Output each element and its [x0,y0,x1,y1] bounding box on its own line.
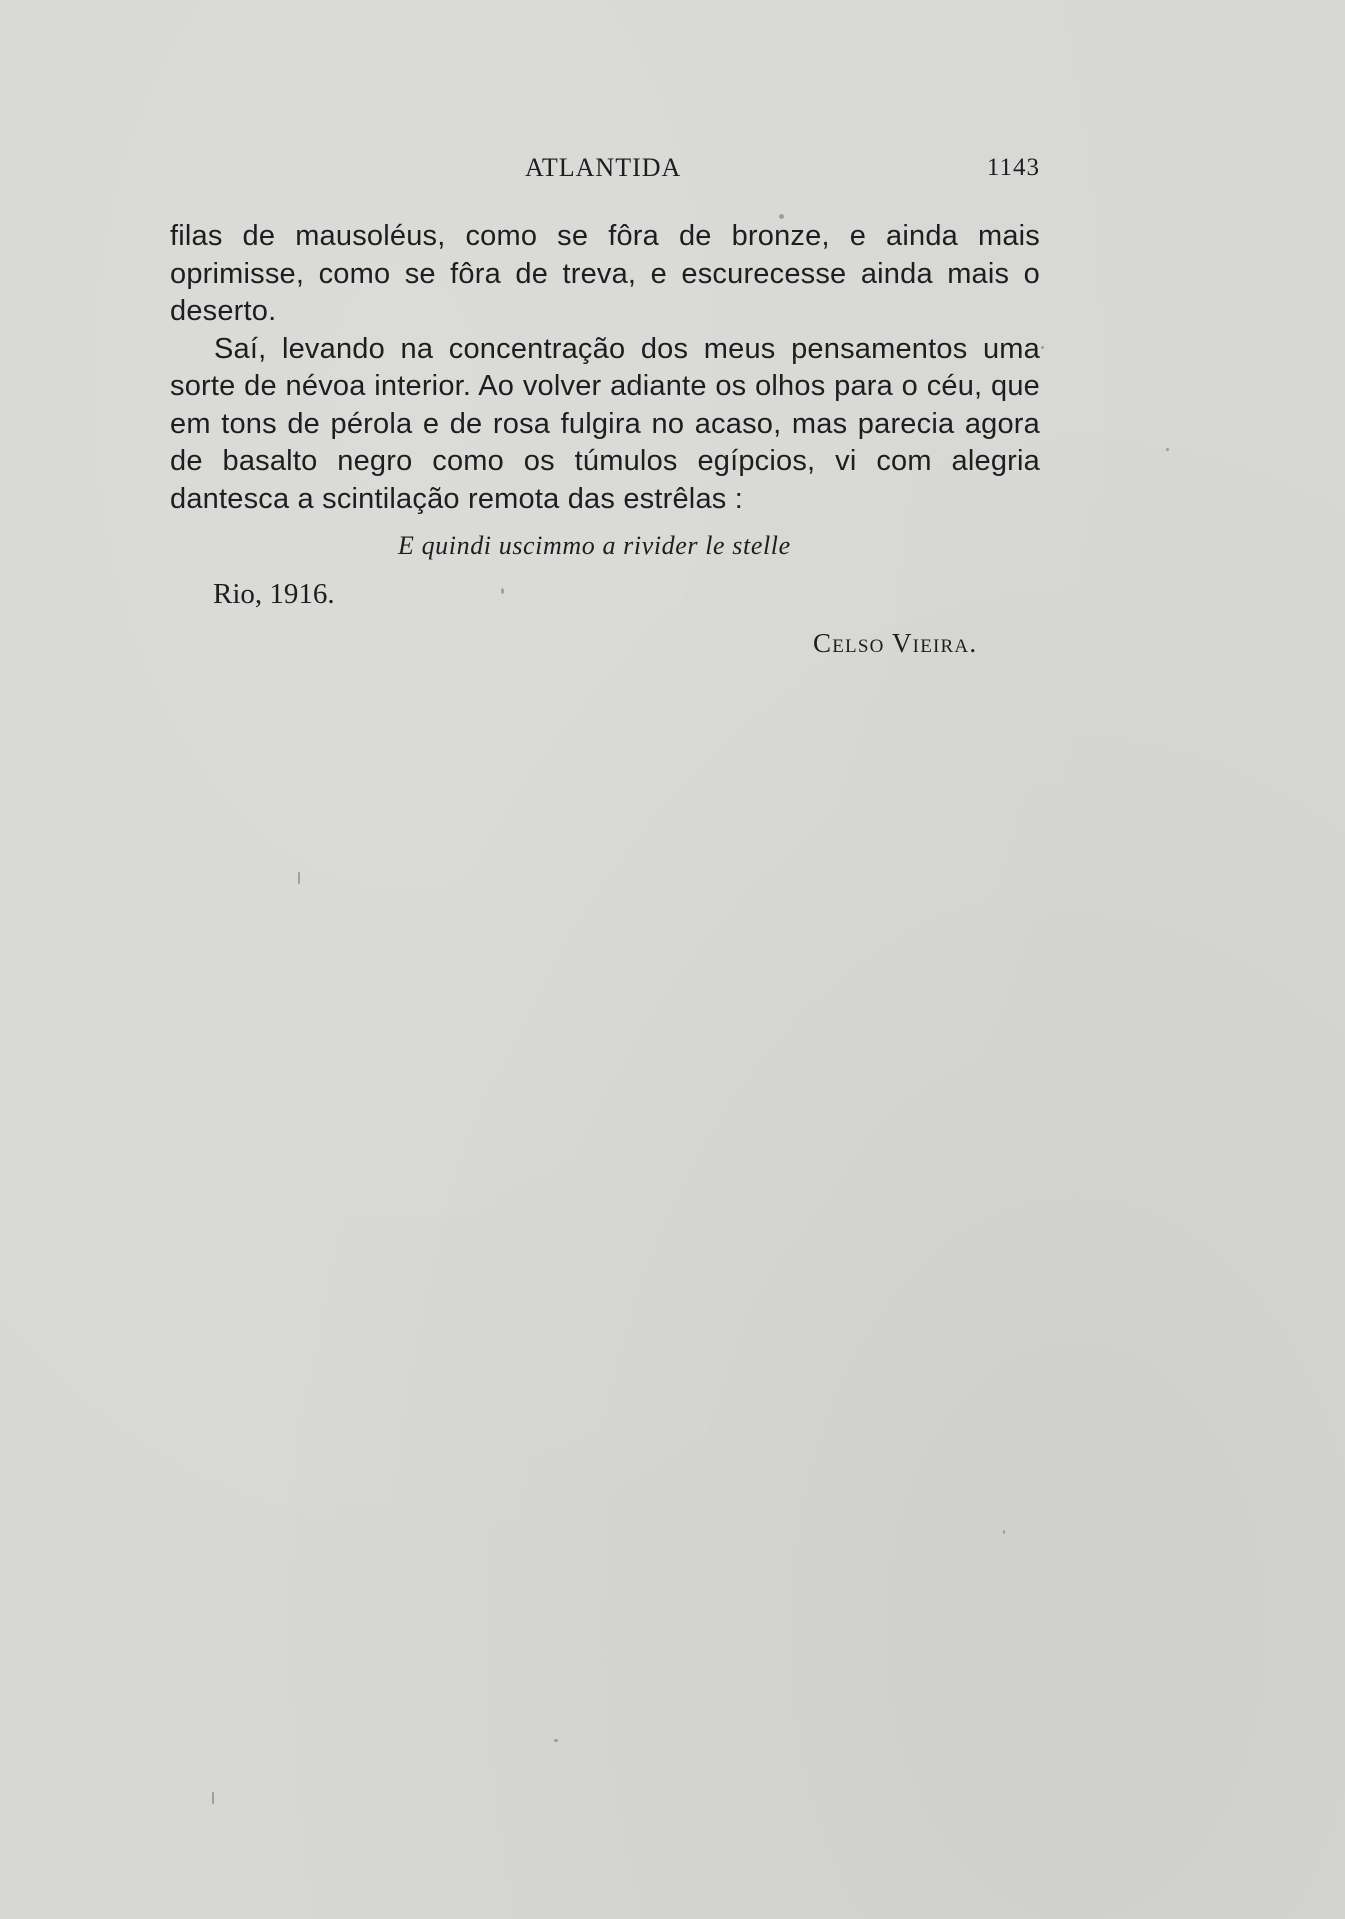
scan-speck [212,1792,214,1804]
scan-speck [298,872,300,884]
paragraph-continued: filas de mausoléus, como se fôra de bronze, e ainda mais oprimisse, como se fôra de treva, e escurecesse ainda mais o deserto. [170,220,1040,327]
scan-speck [1166,448,1169,451]
epigraph-quote: E quindi uscimmo a rivider le stelle [398,531,791,560]
scan-speck [501,588,504,594]
body-text [170,218,1040,518]
scan-speck [1003,1530,1005,1534]
scan-speck [779,214,784,219]
page-number: 1143 [986,154,1040,181]
page-header [170,153,1040,193]
dateline: Rio, 1916. [213,578,335,610]
running-title: ATLANTIDA [525,153,682,182]
scan-speck [1041,346,1044,349]
paragraph-main: Saí, levando na concentração dos meus pensamentos uma sorte de névoa interior. Ao volver adiante os olhos para o céu, que em tons de pérola e de rosa fulgira no acaso, mas parecia agora de basalto negro como os túmulos egípcios, vi com alegria dantesca a scintilação remota das estrêlas : [170,332,1040,515]
author-signature: Celso Vieira. [813,628,978,658]
scan-speck [554,1739,558,1742]
